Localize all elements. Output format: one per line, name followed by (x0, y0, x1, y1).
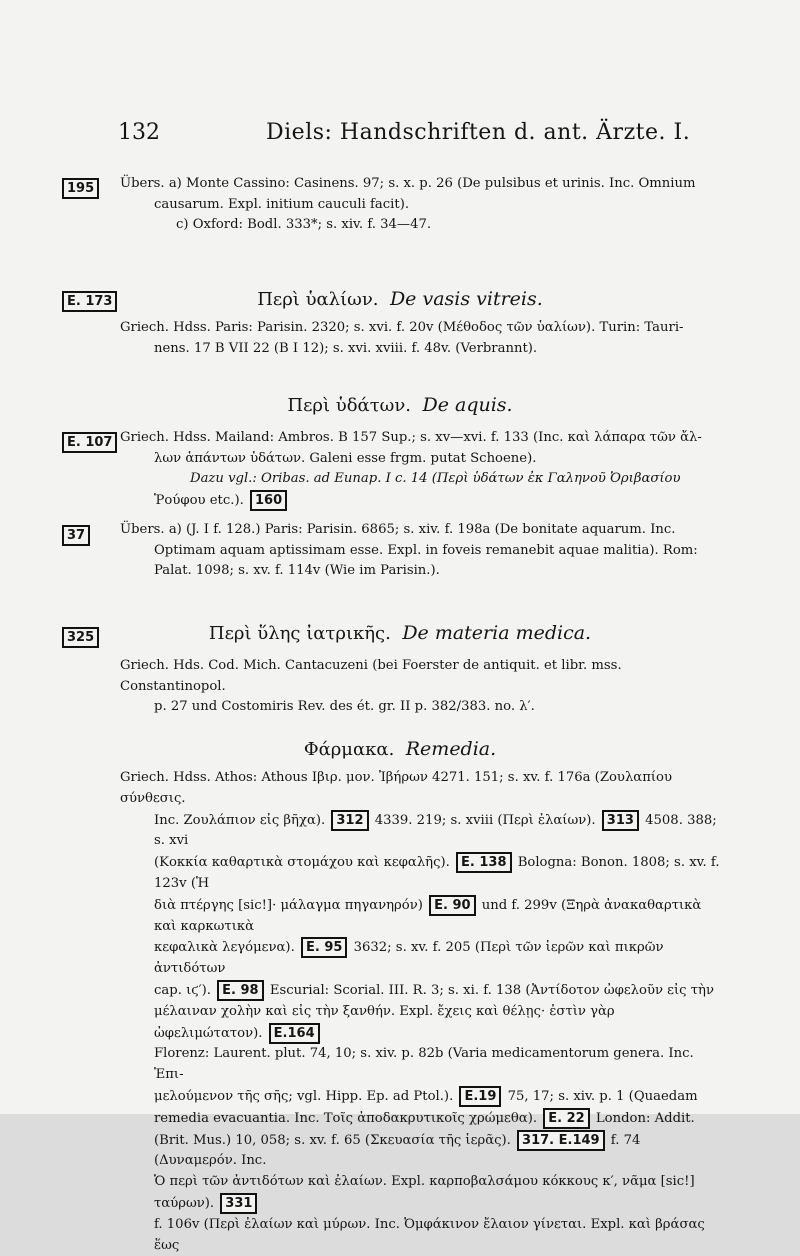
section-heading (0, 394, 800, 416)
text-line: 4508. 388; s. xvi (154, 812, 717, 849)
text-line: Dazu vgl.: Oribas. ad Eunap. I c. 14 (Περὶ ὑδάτων ἐκ Γαληνοῦ Ὀριβασίου (190, 471, 681, 487)
cross-ref-box: 313 (602, 810, 639, 831)
cross-ref-box: E. 90 (429, 895, 475, 916)
text-line: Ὁ περὶ τῶν ἀντιδότων καὶ ἐλαίων. Expl. καρποβαλσάμου κόκκους κ′, νᾶμα [sic!] ταύρων). (154, 1174, 695, 1211)
section-heading (0, 738, 800, 760)
text-line: Griech. Hdss. Paris: Parisin. 2320; s. xvi. f. 20v (Μέθοδος τῶν ὑαλίων). Turin: Tauri- (120, 320, 684, 335)
heading-greek: Περὶ ὑαλίων. (257, 289, 379, 310)
section-heading (0, 288, 800, 310)
entry-ubers-aquis (120, 520, 725, 582)
heading-greek: Περὶ ὕλης ἰατρικῆς. (208, 623, 391, 644)
text-line: Inc. Ζουλάπιον εἰς βῆχα). (154, 812, 326, 828)
text-line: λων ἁπάντων ὑδάτων. Galeni esse frgm. putat Schoene). (154, 450, 537, 466)
text-line: Bologna: Bonon. 1808; s. xv. f. 123v (Ἡ (154, 855, 720, 891)
text-line: remedia evacuantia. Inc. Τοῖς ἀποδακρυτικοῖς χρώμεθα). (154, 1110, 538, 1126)
entry-aquis (120, 428, 725, 511)
entry-ubers-monte-cassino (120, 174, 725, 236)
text-line: Übers. a) Monte Cassino: Casinens. 97; s. x. p. 26 (De pulsibus et urinis. Inc. Omnium (120, 176, 696, 191)
text-line: Florenz: Laurent. plut. 74, 10; s. xiv. p. 82b (Varia medicamentorum genera. Inc. Ἐπι- (154, 1046, 694, 1083)
page-number: 132 (118, 120, 160, 145)
heading-latin: De materia medica. (402, 622, 592, 644)
text-line: 4339. 219; s. xviii (Περὶ ἐλαίων). (374, 812, 596, 828)
text-line: Griech. Hds. Cod. Mich. Cantacuzeni (bei Foerster de antiquit. et libr. mss. Constantinopol. (120, 658, 622, 694)
text-line: Ῥούφου etc.). (154, 492, 244, 508)
text-line: Übers. a) (J. I f. 128.) Paris: Parisin. 6865; s. xiv. f. 198a (De bonitate aquarum. Inc. (120, 522, 676, 537)
heading-greek: Φάρμακα. (303, 739, 395, 760)
text-line: nens. 17 B VII 22 (B I 12); s. xvi. xviii. f. 48v. (Verbrannt). (154, 340, 538, 356)
text-line: Optimam aquam aptissimam esse. Expl. in foveis remanebit aquae malitia). Rom: (154, 542, 698, 558)
text-line: διὰ πτέργης [sic!]· μάλαγμα πηγανηρόν) (154, 897, 423, 913)
running-title: Diels: Handschriften d. ant. Ärzte. I. (266, 120, 691, 145)
margin-marker: 195 (62, 177, 99, 199)
entry-vasis-vitreis (120, 318, 725, 359)
text-line: Griech. Hdss. Mailand: Ambros. B 157 Sup.; s. xv—xvi. f. 133 (Inc. καὶ λάπαρα τῶν ἄλ- (120, 430, 702, 445)
cross-ref-box: E. 22 (543, 1108, 589, 1129)
cross-ref-box: 331 (220, 1193, 257, 1214)
text-line: (Κοκκία καθαρτικὰ στομάχου καὶ κεφαλῆς). (154, 855, 450, 871)
text-line: 75, 17; s. xiv. p. 1 (Quaedam (507, 1088, 698, 1104)
cross-ref-box: 317. E.149 (517, 1130, 605, 1151)
text-line: μέλαιναν χολὴν καὶ εἰς τὴν ξανθήν. Expl. ἔχεις καὶ θέλῃς· ἐστὶν γὰρ ὠφελιμώτατον). (154, 1003, 615, 1041)
text-line: p. 27 und Costomiris Rev. des ét. gr. II p. 382/383. no. λ′. (154, 699, 535, 715)
margin-marker: E. 107 (62, 431, 117, 453)
margin-marker: 325 (62, 626, 99, 648)
cross-ref-box: E. 98 (217, 980, 263, 1001)
text-line: c) Oxford: Bodl. 333*; s. xiv. f. 34—47. (176, 217, 432, 233)
text-line: Escurial: Scorial. III. R. 3; s. xi. f. 138 (Ἀντίδοτον ὠφελοῦν εἰς τὴν (269, 982, 714, 998)
text-line: μελούμενον τῆς σῆς; vgl. Hipp. Ep. ad Ptol.). (154, 1088, 454, 1104)
text-line: f. 74 (Δυναμερόν. Inc. (154, 1132, 641, 1169)
text-line: κεφαλικὰ λεγόμενα). (154, 940, 295, 956)
entry-materia-medica (120, 656, 725, 718)
text-line: f. 106v (Περὶ ἐλαίων καὶ μύρων. Inc. Ὀμφάκινον ἔλαιον γίνεται. Expl. καὶ βράσας ἕως (154, 1216, 705, 1253)
cross-ref-box: E. 95 (301, 937, 347, 958)
heading-latin: De aquis. (422, 394, 513, 416)
cross-ref-box: E.19 (459, 1086, 501, 1107)
text-line: causarum. Expl. initium cauculi facit). (154, 196, 410, 212)
text-line: London: Addit. (595, 1110, 695, 1126)
text-line: cap. ιϛ′). (154, 982, 211, 998)
cross-ref-box: 160 (250, 490, 287, 511)
margin-marker: 37 (62, 524, 90, 546)
text-line: und f. 299v (Ξηρὰ ἀνακαθαρτικὰ καὶ καρκωτικὰ (154, 897, 702, 934)
heading-latin: De vasis vitreis. (389, 288, 543, 310)
text-line: 3632; s. xv. f. 205 (Περὶ τῶν ἱερῶν καὶ πικρῶν ἀντιδότων (154, 940, 664, 977)
heading-greek: Περὶ ὑδάτων. (287, 395, 412, 416)
entry-remedia (120, 768, 725, 1256)
cross-ref-box: E.164 (269, 1023, 320, 1044)
margin-marker: E. 173 (62, 290, 117, 312)
cross-ref-box: E. 138 (456, 852, 511, 873)
text-line: Griech. Hdss. Athos: Athous Ιβιρ. μον. Ἰβήρων 4271. 151; s. xv. f. 176a (Ζουλαπίου σύνθεσις. (120, 770, 672, 806)
cross-ref-box: 312 (331, 810, 368, 831)
section-heading (0, 622, 800, 644)
text-line: Palat. 1098; s. xv. f. 114v (Wie im Parisin.). (154, 563, 440, 579)
heading-latin: Remedia. (405, 738, 497, 760)
text-line: (Brit. Mus.) 10, 058; s. xv. f. 65 (Σκευασία τῆς ἱερᾶς). (154, 1132, 511, 1148)
